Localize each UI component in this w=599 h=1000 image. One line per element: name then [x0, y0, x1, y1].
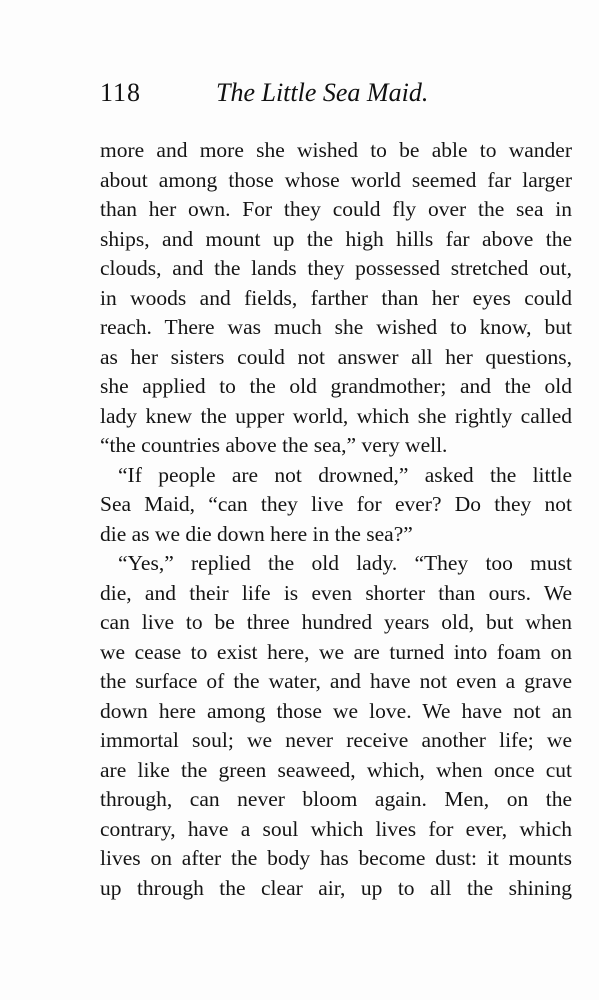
- text-line: can live to be three hundred years old, but when: [100, 610, 572, 634]
- text-line: she applied to the old grandmother; and the old: [100, 374, 572, 398]
- page-number: 118: [100, 78, 142, 107]
- text-line: in woods and fields, farther than her eyes could: [100, 285, 572, 310]
- text-line: through, can never bloom again. Men, on the: [100, 787, 572, 811]
- text-line: immortal soul; we never receive another life; we: [100, 728, 572, 752]
- text-line: up through the clear air, up to all the shining: [100, 875, 572, 900]
- text-line: lives on after the body has become dust: it mounts: [100, 846, 572, 870]
- text-line: die as we die down here in the sea?”: [100, 521, 413, 546]
- page-header: [100, 78, 480, 114]
- running-title: The Little Sea Maid.: [216, 78, 429, 107]
- text-line: contrary, have a soul which lives for ever, which: [100, 816, 572, 841]
- text-line: as her sisters could not answer all her questions,: [100, 344, 572, 369]
- text-line: Sea Maid, “can they live for ever? Do they not: [100, 492, 572, 516]
- text-line: die, and their life is even shorter than ours. We: [100, 580, 572, 605]
- body-text: [100, 136, 572, 903]
- text-line: reach. There was much she wished to know, but: [100, 315, 572, 339]
- text-line: “Yes,” replied the old lady. “They too must: [118, 551, 572, 575]
- text-line: are like the green seaweed, which, when once cut: [100, 757, 572, 782]
- text-line: the surface of the water, and have not even a grave: [100, 669, 572, 693]
- text-line: down here among those we love. We have not an: [100, 698, 572, 723]
- text-line: ships, and mount up the high hills far above the: [100, 226, 572, 251]
- text-line: than her own. For they could fly over the sea in: [100, 197, 572, 221]
- text-line: more and more she wished to be able to wander: [100, 138, 572, 162]
- text-line: “the countries above the sea,” very well.: [100, 433, 448, 457]
- text-line: “If people are not drowned,” asked the little: [118, 462, 572, 487]
- text-line: we cease to exist here, we are turned into foam on: [100, 639, 572, 664]
- text-line: clouds, and the lands they possessed stretched out,: [100, 256, 572, 280]
- text-line: about among those whose world seemed far larger: [100, 167, 572, 192]
- text-line: lady knew the upper world, which she rightly called: [100, 403, 572, 428]
